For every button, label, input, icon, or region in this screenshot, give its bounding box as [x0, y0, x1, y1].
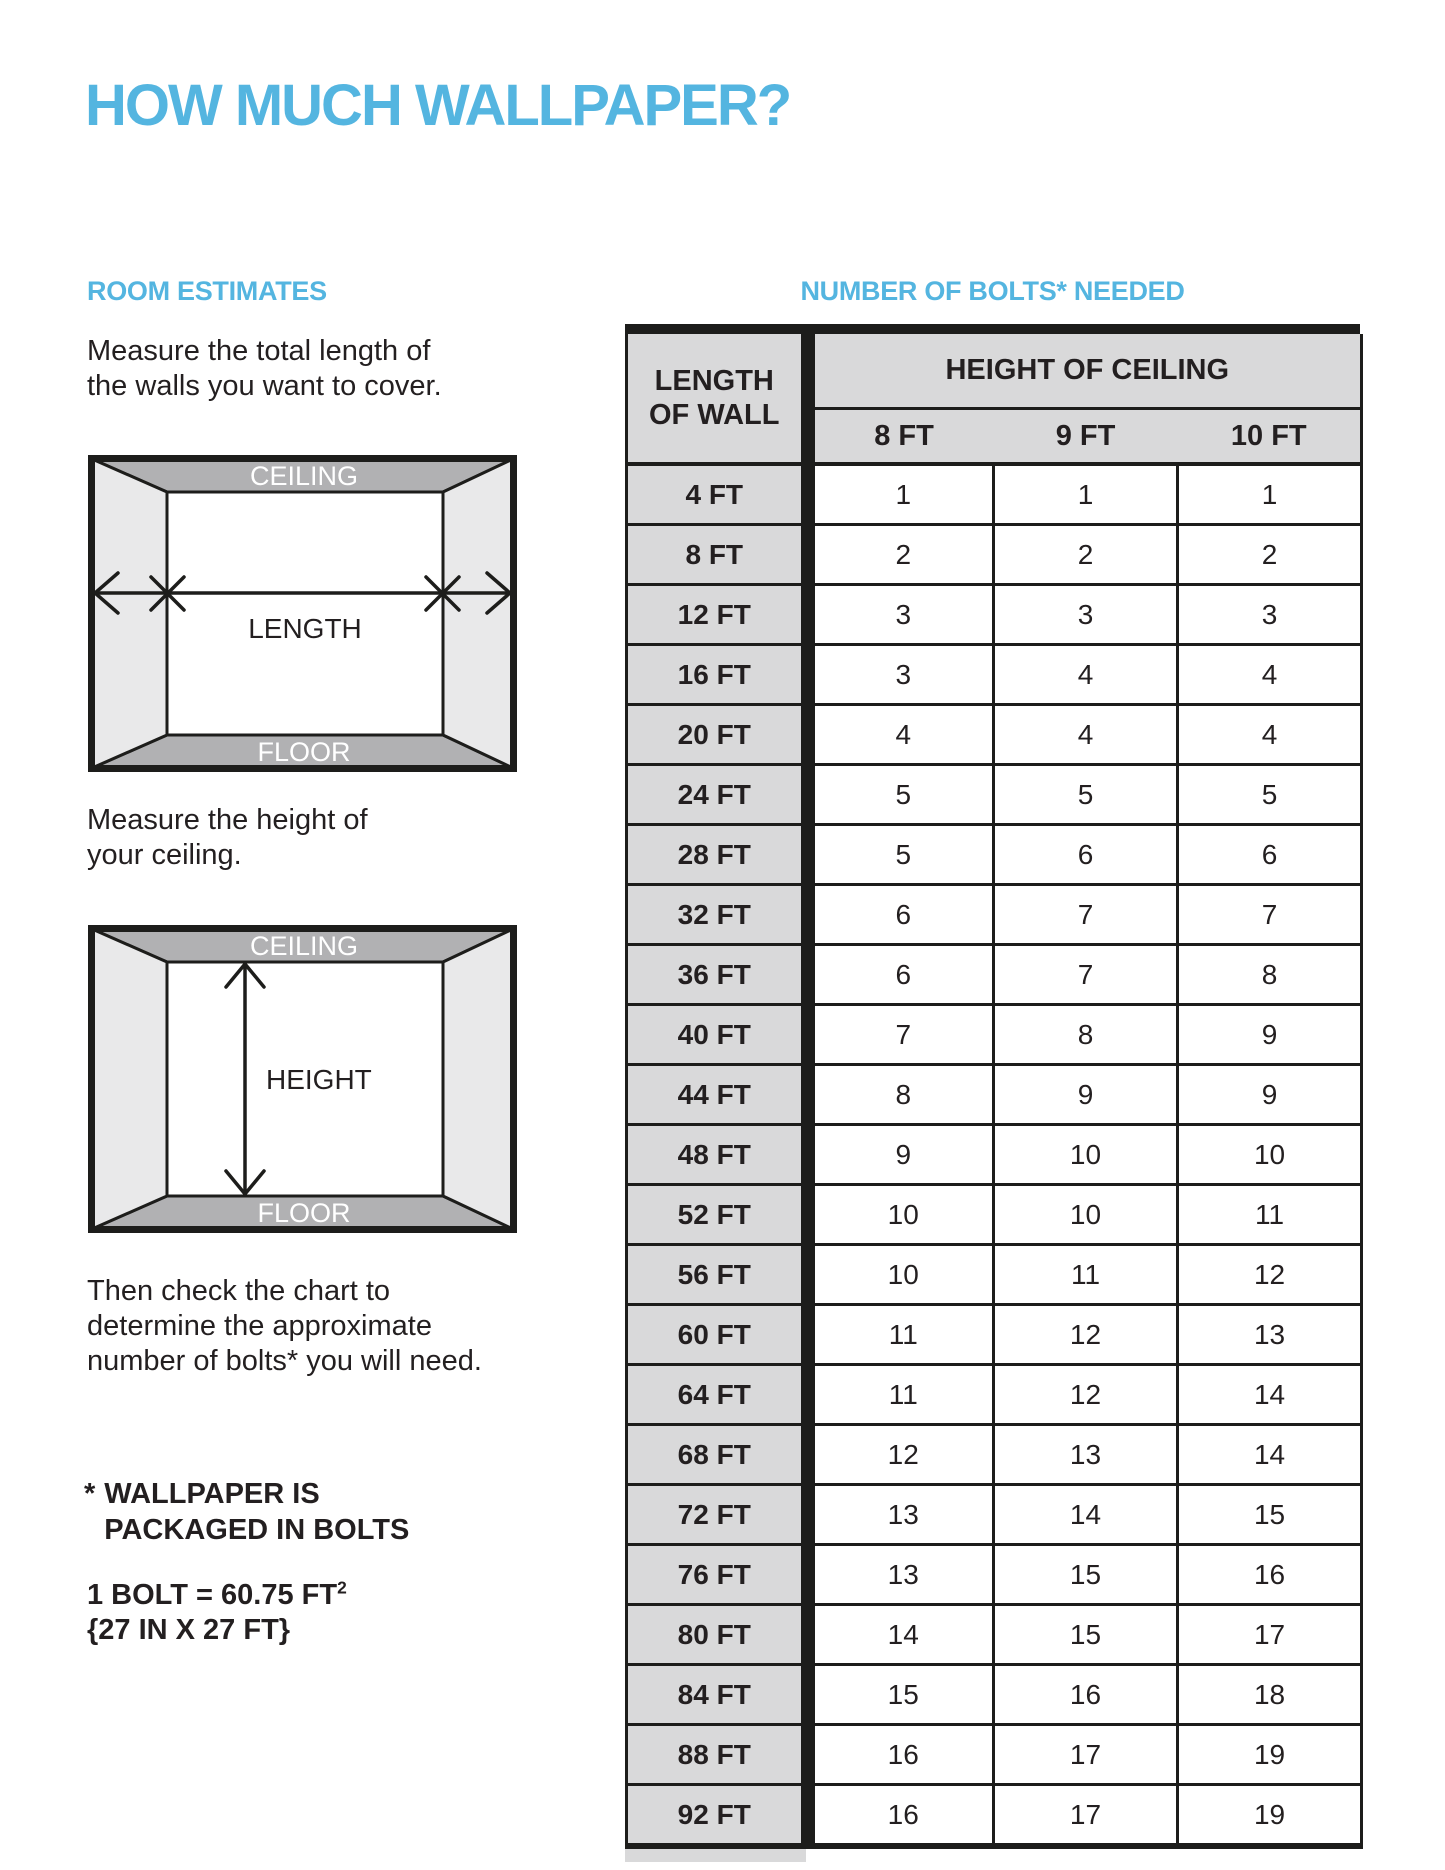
wall-length-label: 52 FT — [627, 1185, 808, 1245]
wall-length-label: 40 FT — [627, 1005, 808, 1065]
wall-length-label: 20 FT — [627, 705, 808, 765]
bolt-count-cell: 4 — [994, 705, 1178, 765]
bolt-count-cell: 12 — [994, 1305, 1178, 1365]
bolt-count-cell: 9 — [994, 1065, 1178, 1125]
wall-length-label: 16 FT — [627, 645, 808, 705]
height-of-ceiling-header: HEIGHT OF CEILING — [808, 334, 1362, 409]
bolt-count-cell: 5 — [808, 825, 994, 885]
table-row — [627, 645, 1362, 705]
table-left-column-stub — [625, 1849, 806, 1862]
bolt-count-cell: 5 — [994, 765, 1178, 825]
wall-length-label: 4 FT — [627, 464, 808, 525]
instruction-check-chart — [87, 1274, 482, 1379]
bolt-count-cell: 6 — [808, 945, 994, 1005]
bolt-count-cell: 16 — [994, 1665, 1178, 1725]
room-height-diagram — [88, 925, 517, 1233]
asterisk: * — [84, 1478, 96, 1510]
table-row — [627, 1185, 1362, 1245]
footnote-line: WALLPAPER IS — [104, 1478, 320, 1510]
wall-length-label: 76 FT — [627, 1545, 808, 1605]
bolt-count-cell: 8 — [994, 1005, 1178, 1065]
bolt-count-cell: 1 — [994, 464, 1178, 525]
wall-length-label: 80 FT — [627, 1605, 808, 1665]
column-header-8ft: 8 FT — [808, 409, 994, 465]
header-line: LENGTH — [654, 365, 774, 397]
table-row — [627, 1305, 1362, 1365]
table-row — [627, 1005, 1362, 1065]
bolt-count-cell: 16 — [808, 1785, 994, 1847]
bolt-count-cell: 15 — [808, 1665, 994, 1725]
floor-label: FLOOR — [257, 1198, 351, 1228]
length-label: LENGTH — [248, 613, 362, 644]
instruction-measure-height — [87, 803, 368, 873]
bolt-count-cell: 9 — [808, 1125, 994, 1185]
bolt-count-cell: 10 — [994, 1125, 1178, 1185]
wall-length-label: 28 FT — [627, 825, 808, 885]
table-row — [627, 464, 1362, 525]
table-top-rule — [625, 324, 1360, 334]
table-row — [627, 1125, 1362, 1185]
wall-length-label: 56 FT — [627, 1245, 808, 1305]
bolt-count-cell: 4 — [1178, 645, 1362, 705]
bolt-count-cell: 11 — [1178, 1185, 1362, 1245]
bolts-table-section — [625, 276, 1360, 1862]
left-wall-face — [92, 929, 167, 1229]
table-row — [627, 525, 1362, 585]
bolt-count-cell: 15 — [994, 1545, 1178, 1605]
instruction-line: number of bolts* you will need. — [87, 1345, 482, 1377]
bolt-count-cell: 17 — [994, 1725, 1178, 1785]
wall-length-label: 24 FT — [627, 765, 808, 825]
bolt-count-cell: 2 — [808, 525, 994, 585]
bolt-count-cell: 7 — [808, 1005, 994, 1065]
bolt-count-cell: 7 — [994, 885, 1178, 945]
bolt-count-cell: 7 — [994, 945, 1178, 1005]
wall-length-label: 60 FT — [627, 1305, 808, 1365]
bolt-count-cell: 4 — [994, 645, 1178, 705]
bolt-count-cell: 3 — [808, 585, 994, 645]
bolt-count-cell: 7 — [1178, 885, 1362, 945]
wall-length-label: 12 FT — [627, 585, 808, 645]
bolt-count-cell: 1 — [1178, 464, 1362, 525]
bolt-count-cell: 8 — [808, 1065, 994, 1125]
bolt-count-cell: 15 — [994, 1605, 1178, 1665]
table-row — [627, 1545, 1362, 1605]
bolt-count-cell: 18 — [1178, 1665, 1362, 1725]
table-row — [627, 825, 1362, 885]
section-heading-room-estimates: ROOM ESTIMATES — [87, 276, 327, 306]
ceiling-label: CEILING — [249, 931, 359, 961]
room-length-diagram — [88, 455, 517, 772]
bolt-count-cell: 4 — [1178, 705, 1362, 765]
section-heading-bolts-needed: NUMBER OF BOLTS* NEEDED — [800, 276, 1185, 306]
bolt-count-cell: 12 — [994, 1365, 1178, 1425]
bolt-dimensions: {27 IN X 27 FT} — [87, 1614, 291, 1646]
bolt-count-cell: 2 — [1178, 525, 1362, 585]
bolt-count-cell: 8 — [1178, 945, 1362, 1005]
bolt-count-cell: 15 — [1178, 1485, 1362, 1545]
bolt-count-cell: 10 — [994, 1185, 1178, 1245]
bolt-count-cell: 14 — [994, 1485, 1178, 1545]
bolt-count-cell: 13 — [808, 1485, 994, 1545]
bolt-count-cell: 6 — [1178, 825, 1362, 885]
bolt-count-cell: 11 — [808, 1305, 994, 1365]
wall-length-label: 48 FT — [627, 1125, 808, 1185]
wall-length-label: 36 FT — [627, 945, 808, 1005]
table-row — [627, 1065, 1362, 1125]
table-row — [627, 585, 1362, 645]
table-row — [627, 765, 1362, 825]
wall-length-label: 72 FT — [627, 1485, 808, 1545]
bolt-count-cell: 9 — [1178, 1065, 1362, 1125]
bolts-table — [625, 334, 1363, 1849]
bolt-count-cell: 11 — [994, 1245, 1178, 1305]
bolt-count-cell: 12 — [1178, 1245, 1362, 1305]
bolt-count-cell: 4 — [808, 705, 994, 765]
floor-label: FLOOR — [257, 737, 351, 767]
bolts-footnote — [84, 1476, 409, 1548]
height-label: HEIGHT — [266, 1064, 372, 1095]
wall-length-label: 64 FT — [627, 1365, 808, 1425]
wall-length-label: 8 FT — [627, 525, 808, 585]
table-row — [627, 1785, 1362, 1847]
bolt-count-cell: 19 — [1178, 1725, 1362, 1785]
instruction-line: Measure the total length of — [87, 335, 431, 367]
bolt-count-cell: 10 — [1178, 1125, 1362, 1185]
table-row — [627, 1245, 1362, 1305]
table-row — [627, 1425, 1362, 1485]
instruction-line: determine the approximate — [87, 1310, 432, 1342]
bolt-size-info — [87, 1578, 347, 1648]
table-row — [627, 1725, 1362, 1785]
column-header-10ft: 10 FT — [1178, 409, 1362, 465]
bolt-count-cell: 11 — [808, 1365, 994, 1425]
instruction-line: Measure the height of — [87, 804, 368, 836]
bolt-count-cell: 12 — [808, 1425, 994, 1485]
bolt-count-cell: 1 — [808, 464, 994, 525]
bolt-count-cell: 3 — [994, 585, 1178, 645]
wall-length-label: 44 FT — [627, 1065, 808, 1125]
squared-superscript: 2 — [337, 1577, 347, 1598]
table-row — [627, 705, 1362, 765]
table-row — [627, 1485, 1362, 1545]
table-row — [627, 1665, 1362, 1725]
wall-length-label: 84 FT — [627, 1665, 808, 1725]
bolt-count-cell: 5 — [808, 765, 994, 825]
bolt-count-cell: 17 — [1178, 1605, 1362, 1665]
footnote-line: PACKAGED IN BOLTS — [104, 1514, 410, 1546]
bolt-equation: 1 BOLT = 60.75 FT — [87, 1579, 338, 1611]
ceiling-label: CEILING — [249, 461, 359, 491]
bolt-count-cell: 14 — [808, 1605, 994, 1665]
bolt-count-cell: 5 — [1178, 765, 1362, 825]
wall-length-label: 68 FT — [627, 1425, 808, 1485]
header-line: OF WALL — [649, 399, 780, 431]
right-wall-face — [443, 929, 513, 1229]
length-of-wall-header — [627, 334, 808, 464]
right-wall-face — [443, 459, 513, 768]
wall-length-label: 88 FT — [627, 1725, 808, 1785]
bolt-count-cell: 10 — [808, 1245, 994, 1305]
table-row — [627, 1605, 1362, 1665]
bolt-count-cell: 2 — [994, 525, 1178, 585]
bolt-count-cell: 14 — [1178, 1425, 1362, 1485]
instruction-line: the walls you want to cover. — [87, 370, 442, 402]
table-row — [627, 885, 1362, 945]
bolt-count-cell: 13 — [994, 1425, 1178, 1485]
bolt-count-cell: 3 — [808, 645, 994, 705]
page-title: HOW MUCH WALLPAPER? — [85, 73, 791, 138]
bolt-count-cell: 16 — [1178, 1545, 1362, 1605]
instruction-measure-length — [87, 334, 442, 404]
wall-length-label: 92 FT — [627, 1785, 808, 1847]
bolt-count-cell: 9 — [1178, 1005, 1362, 1065]
table-row — [627, 1365, 1362, 1425]
wall-length-label: 32 FT — [627, 885, 808, 945]
table-row — [627, 945, 1362, 1005]
bolt-count-cell: 6 — [808, 885, 994, 945]
bolt-count-cell: 13 — [1178, 1305, 1362, 1365]
instruction-line: Then check the chart to — [87, 1275, 391, 1307]
bolt-count-cell: 14 — [1178, 1365, 1362, 1425]
instruction-line: your ceiling. — [87, 839, 242, 871]
bolt-count-cell: 6 — [994, 825, 1178, 885]
bolt-count-cell: 10 — [808, 1185, 994, 1245]
bolt-count-cell: 13 — [808, 1545, 994, 1605]
bolt-count-cell: 19 — [1178, 1785, 1362, 1847]
bolt-count-cell: 16 — [808, 1725, 994, 1785]
column-header-9ft: 9 FT — [994, 409, 1178, 465]
bolt-count-cell: 17 — [994, 1785, 1178, 1847]
bolt-count-cell: 3 — [1178, 585, 1362, 645]
left-wall-face — [92, 459, 167, 768]
